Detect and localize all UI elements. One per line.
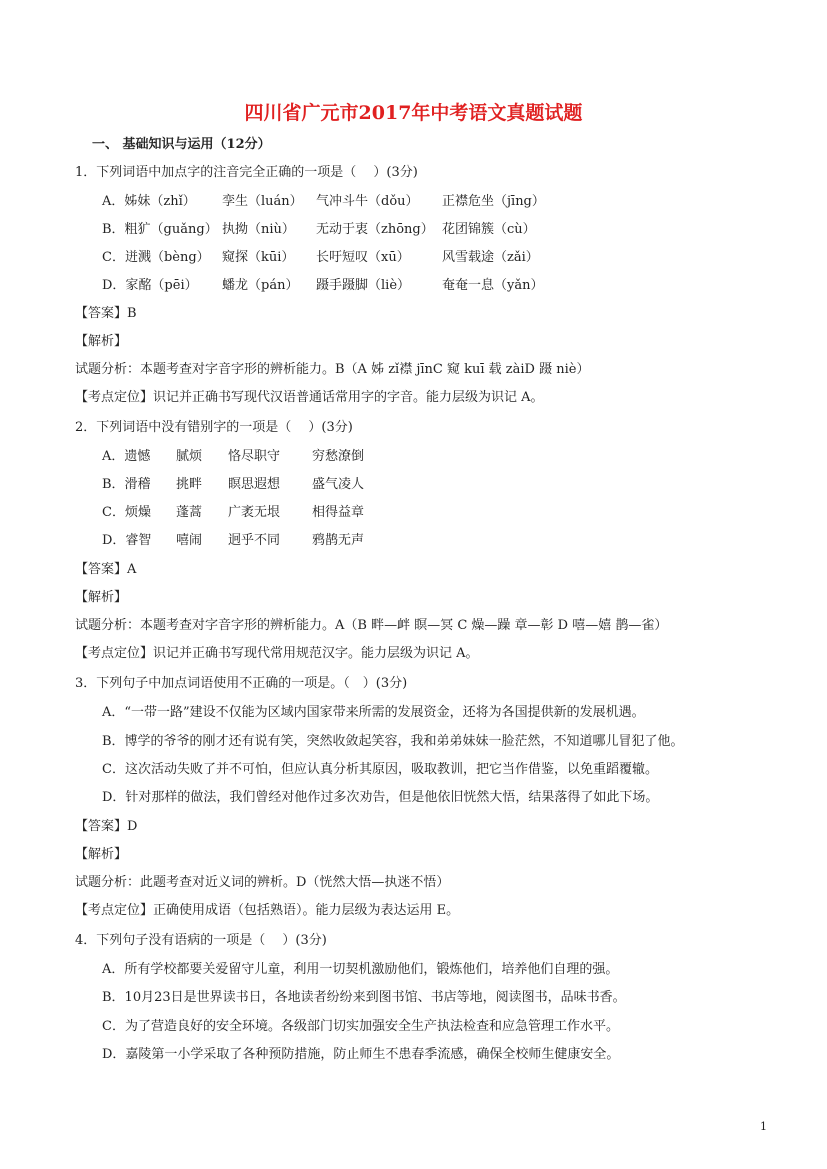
option-cell: B．滑稽 <box>102 477 151 492</box>
option-cell: 瞑思遐想 <box>228 477 281 492</box>
option-cell: D．家酩（pēi） <box>102 278 198 293</box>
question-2-option-a <box>102 448 364 466</box>
question-4-option-b: B．10月23日是世界读书日，各地读者纷纷来到图书馆、书店等地，阅读图书，品味书香。 <box>102 990 626 1005</box>
exam-point: 【考点定位】正确使用成语（包括熟语）。能力层级为表达运用 E。 <box>75 903 460 918</box>
question-4-option-d: D．嘉陵第一小学采取了各种预防措施，防止师生不患春季流感，确保全校师生健康安全。 <box>102 1047 620 1062</box>
analysis-text: 试题分析：此题考查对近义词的辨析。D（恍然大悟—执迷不悟） <box>75 875 450 890</box>
exam-point: 【考点定位】识记并正确书写现代汉语普通话常用字的字音。能力层级为识记 A。 <box>75 390 544 405</box>
option-cell: 嘻闹 <box>176 533 203 548</box>
option-cell: 执拗（niù） <box>222 222 295 237</box>
option-cell: 蹑手蹑脚（liè） <box>316 278 411 293</box>
option-cell: 蓬蒿 <box>176 505 203 520</box>
option-cell: 窥探（kūi） <box>222 250 295 265</box>
question-4-option-a: A．所有学校都要关爱留守儿童，利用一切契机激励他们，锻炼他们，培养他们自理的强。 <box>102 962 619 977</box>
option-cell: 风雪载途（zǎi） <box>442 250 539 265</box>
question-3-option-b: B．博学的爷爷的刚才还有说有笑，突然收敛起笑容，我和弟弟妹妹一脸茫然，不知道哪儿冒犯了他。 <box>102 734 684 749</box>
question-1-option-b <box>102 221 536 239</box>
option-cell: 挑畔 <box>176 477 203 492</box>
option-cell: 广袤无垠 <box>228 505 281 520</box>
question-2-option-b <box>102 476 364 494</box>
option-cell: 腻烦 <box>176 449 203 464</box>
option-cell: C．烦燥 <box>102 505 151 520</box>
analysis-text: 试题分析：本题考查对字音字形的辨析能力。B（A 姊 zǐ襟 jīnC 窥 kuī 载 zàiD 蹑 niè） <box>75 362 590 377</box>
analysis-label: 【解析】 <box>75 847 128 862</box>
option-cell: D．睿智 <box>102 533 152 548</box>
question-3-option-c: C．这次活动失败了并不可怕，但应认真分析其原因，吸取教训，把它当作借鉴，以免重蹈覆辙。 <box>102 762 658 777</box>
option-cell: 恪尽职守 <box>228 449 281 464</box>
analysis-label: 【解析】 <box>75 590 128 605</box>
option-cell: 盛气凌人 <box>312 477 365 492</box>
answer: 【答案】B <box>75 306 137 321</box>
option-cell: 花团锦簇（cù） <box>442 222 536 237</box>
question-3-option-a: A．“一带一路”建设不仅能为区域内国家带来所需的发展资金，还将为各国提供新的发展机遇。 <box>102 705 645 720</box>
option-cell: C．迸溅（bèng） <box>102 250 210 265</box>
question-3-option-d: D．针对那样的做法，我们曾经对他作过多次劝告，但是他依旧恍然大悟，结果落得了如此下场。 <box>102 790 659 805</box>
question-4-option-c: C．为了营造良好的安全环境。各级部门切实加强安全生产执法检查和应急管理工作水平。 <box>102 1019 619 1034</box>
option-cell: 迥乎不同 <box>228 533 281 548</box>
option-cell: 穷愁潦倒 <box>312 449 365 464</box>
option-cell: B．粗犷（guǎng） <box>102 222 218 237</box>
question-2-stem: 2．下列词语中没有错别字的一项是（ ）(3分) <box>75 420 353 435</box>
option-cell: 鸦鹊无声 <box>312 533 365 548</box>
option-cell: 奄奄一息（yǎn） <box>442 278 544 293</box>
section-heading: 一、 基础知识与运用（12分） <box>92 137 271 152</box>
option-cell: A．姊妹（zhǐ） <box>102 194 196 209</box>
page-title: 四川省广元市2017年中考语文真题试题 <box>244 102 583 124</box>
question-1-option-c <box>102 249 539 267</box>
answer: 【答案】D <box>75 819 138 834</box>
question-4-stem: 4．下列句子没有语病的一项是（ ）(3分) <box>75 933 327 948</box>
question-3-stem: 3．下列句子中加点词语使用不正确的一项是。（ ）(3分) <box>75 676 408 691</box>
option-cell: 无动于衷（zhōng） <box>316 222 434 237</box>
option-cell: 蟠龙（pán） <box>222 278 299 293</box>
option-cell: 气冲斗牛（dǒu） <box>316 194 419 209</box>
question-1-stem: 1．下列词语中加点字的注音完全正确的一项是（ ）(3分) <box>75 165 418 180</box>
analysis-text: 试题分析：本题考查对字音字形的辨析能力。A（B 畔—衅 瞑—冥 C 燥—躁 章—彰 D 嘻—嬉 鹊—雀） <box>75 618 668 633</box>
exam-point: 【考点定位】识记并正确书写现代常用规范汉字。能力层级为识记 A。 <box>75 646 479 661</box>
option-cell: 长吁短叹（xū） <box>316 250 410 265</box>
question-1-option-d <box>102 277 543 295</box>
question-1-option-a <box>102 193 545 211</box>
page-number: 1 <box>760 1120 767 1133</box>
option-cell: 正襟危坐（jīng） <box>442 194 545 209</box>
analysis-label: 【解析】 <box>75 334 128 349</box>
answer: 【答案】A <box>75 562 137 577</box>
option-cell: A．遗憾 <box>102 449 151 464</box>
question-2-option-d <box>102 532 364 550</box>
option-cell: 孪生（luán） <box>222 194 303 209</box>
option-cell: 相得益章 <box>312 505 365 520</box>
question-2-option-c <box>102 504 364 522</box>
